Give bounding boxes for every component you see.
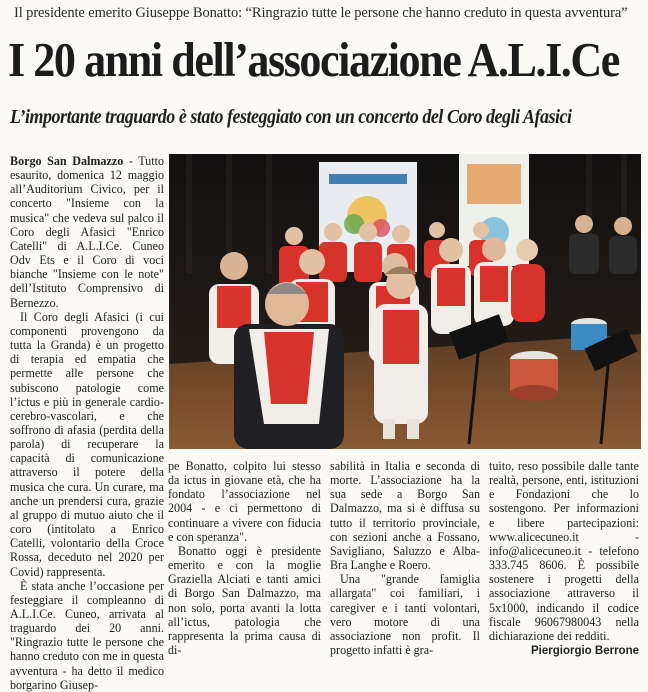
paragraph: È stata anche l’occasione per festeggiare il compleanno di A.L.I.Ce. Cuneo, arrivata al traguardo dei 20 anni. "Ringrazio tutte le persone che hanno creduto con me in questa avventura - ha detto il medico borgarino Giusep- (10, 578, 164, 692)
article-column-1 (10, 154, 164, 692)
paragraph: - Tutto esaurito, domenica 12 maggio all’Auditorium Civico, per il concerto "Insieme con la musica" che vedeva sul palco il Coro degli Afasici "Enrico Catelli" di A.L.I.Ce. Cuneo Odv Ets e il Coro di voci bianche "Insieme con le note" dell’Istituto Comprensivo di Bernezzo. (10, 154, 164, 310)
author-signature: Piergiorgio Berrone (531, 645, 639, 658)
article-column-4 (489, 459, 639, 658)
article-headline: I 20 anni dell’associazione A.L.I.Ce (8, 32, 619, 87)
paragraph: pe Bonatto, colpito lui stesso da ictus in giovane età, che ha fondato l’associazione nel 2004 - e ci permettono di continuare a vivere con fiducia e con speranza". (168, 459, 321, 544)
article-subheading: L’importante traguardo è stato festeggiato con un concerto del Coro degli Afasici (10, 107, 572, 128)
article-column-3 (330, 459, 480, 657)
article-column-2 (168, 459, 321, 657)
paragraph: Una "grande famiglia allargata" coi familiari, i caregiver e i tanti volontari, vero motore di una associazione non profit. Il progetto infatti è gra- (330, 572, 480, 658)
article-kicker: Il presidente emerito Giuseppe Bonatto: “Ringrazio tutte le persone che hanno creduto in questa avventura” (14, 5, 628, 21)
choir-photo (169, 154, 641, 449)
dateline: Borgo San Dalmazzo (10, 154, 124, 168)
paragraph: Bonatto oggi è presidente emerito e con la moglie Graziella Alciati e tanti amici di Borgo San Dalmazzo, ma non solo, porta avanti la lotta all’ictus, patologia che rappresenta la prima causa di di- (168, 543, 321, 658)
choir-photo-illustration (169, 154, 641, 449)
paragraph: tuito, reso possibile dalle tante realtà, persone, enti, istituzioni e Fondazioni che lo sostengono. Per informazioni e libere partecipazioni: www.alicecuneo.it - info@alicecuneo.it - telefono 333.745 8606. È possibile sostenere i progetti della associazione attraverso il 5x1000, indicando il codice fiscale 96067980043 nella dichiarazione dei redditi. (489, 459, 639, 643)
paragraph: sabilità in Italia e seconda di morte. L’associazione ha la sua sede a Borgo San Dalmazzo, ma si è diffusa su tutto il territorio provinciale, con sezioni anche a Fossano, Savigliano, Saluzzo e Alba-Bra Langhe e Roero. (330, 459, 480, 573)
paragraph: Il Coro degli Afasici (i cui componenti provengono da tutta la Granda) è un progetto di terapia ed empatia che permette alle persone che subiscono patologie come l’ictus e più in generale cardio-cerebro-vascolari, e che soffrono di afasia (perdita della parola) di recuperare la capacità di comunicazione attraverso il potere della musica che cura. Un curare, ma anche un prendersi cura, grazie al gruppo di mutuo aiuto che il coro (intitolato a Enrico Catelli, volontario della Croce Rossa, deceduto nel 2020 per Covid) rappresenta. (10, 309, 164, 579)
